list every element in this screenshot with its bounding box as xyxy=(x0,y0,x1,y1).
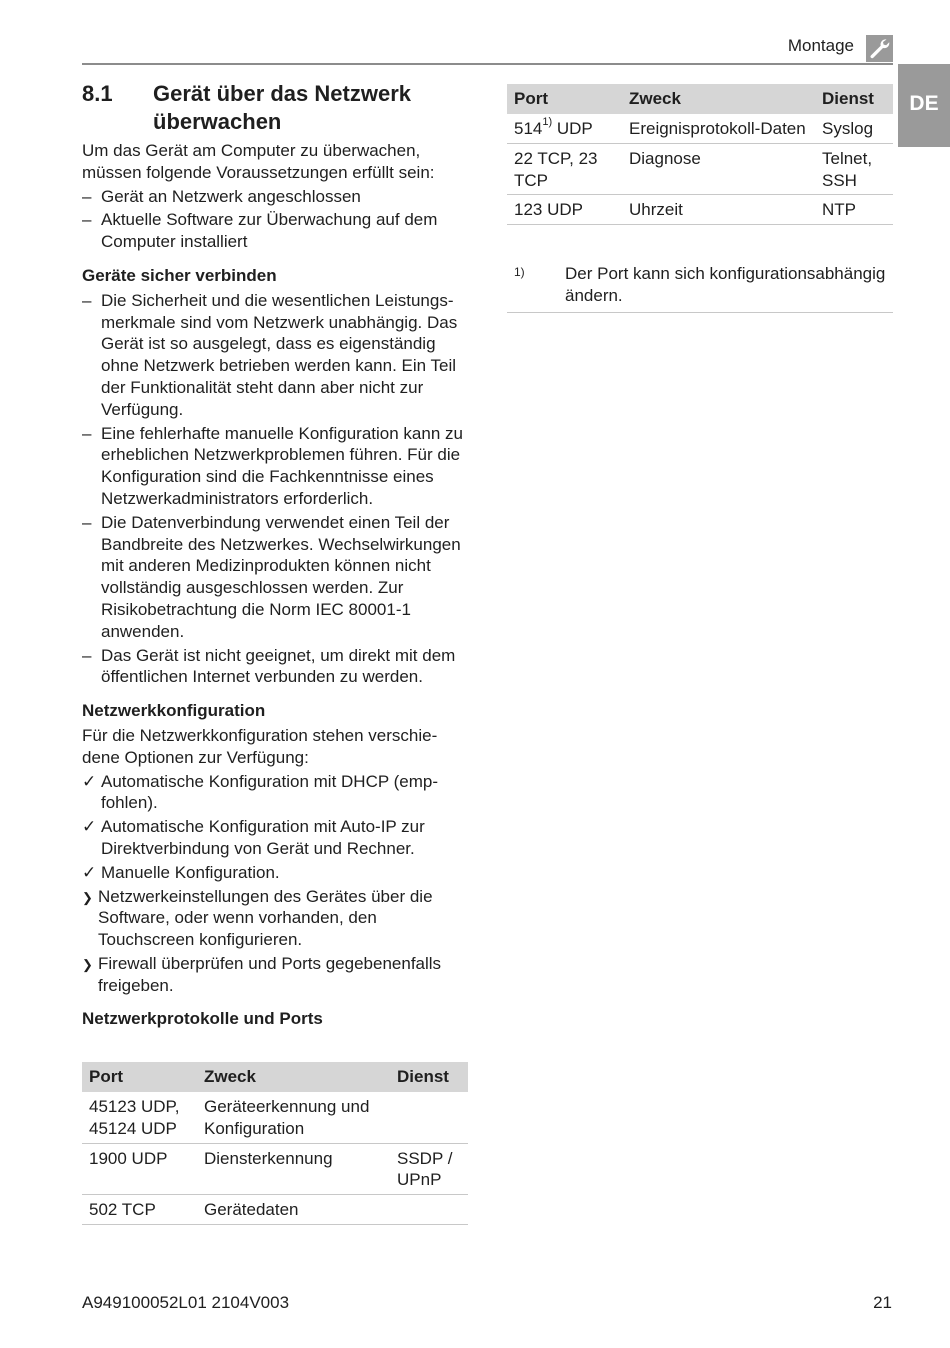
table-cell: 45123 UDP, 45124 UDP xyxy=(82,1092,197,1143)
secure-heading: Geräte sicher verbinden xyxy=(82,265,277,285)
dash-bullet: – xyxy=(82,290,92,310)
prerequisites-list xyxy=(82,186,468,253)
dash-bullet: – xyxy=(82,645,92,665)
section-number: 8.1 xyxy=(82,81,113,106)
secure-list xyxy=(82,290,468,688)
table-header-row xyxy=(507,84,893,114)
footnote-ref: 1) xyxy=(542,116,553,129)
table-cell: 123 UDP xyxy=(507,195,622,225)
netconfig-intro: Für die Netzwerkkonfiguration stehen verschiedene Optionen zur Verfügung: xyxy=(82,725,438,767)
intro-text: Um das Gerät am Computer zu überwachen, müssen folgende Voraussetzungen erfüllt sein: xyxy=(82,141,435,182)
protocols-table-left xyxy=(82,1062,468,1225)
netconfig-steps xyxy=(82,886,468,997)
table-footnote xyxy=(507,263,893,313)
table-cell: Geräteerkennung und Konfiguration xyxy=(197,1092,390,1143)
dash-bullet: – xyxy=(82,186,92,206)
list-item: – Gerät an Netzwerk angeschlossen xyxy=(82,186,361,206)
list-item: ❯ Firewall überprüfen und Ports gegebenenfalls freigeben. xyxy=(82,953,442,995)
table-cell xyxy=(390,1092,468,1143)
dash-bullet: – xyxy=(82,512,92,532)
column-header: Dienst xyxy=(390,1062,468,1092)
checkmark-icon: ✓ xyxy=(82,817,97,837)
footnote-text: Der Port kann sich konfigurationsabhängig ändern. xyxy=(565,264,886,305)
column-header: Dienst xyxy=(815,84,893,114)
column-header: Zweck xyxy=(197,1062,390,1092)
table-cell: Diagnose xyxy=(622,143,815,195)
table-row xyxy=(82,1195,468,1225)
table-cell: Uhrzeit xyxy=(622,195,815,225)
list-item: – Eine fehlerhafte manuelle Konfiguration kann zu erheblichen Netzwerkproblemen führen. Für die Konfiguration sind die Fachkenntnisse eines Netzwerkadministrators erforderlich. xyxy=(82,423,463,508)
column-header: Zweck xyxy=(622,84,815,114)
table-row xyxy=(507,143,893,195)
footnote-mark: 1) xyxy=(514,265,525,279)
table-cell: 1900 UDP xyxy=(82,1143,197,1195)
left-column xyxy=(82,80,468,1033)
column-header: Port xyxy=(82,1062,197,1092)
checkmark-icon: ✓ xyxy=(82,862,97,882)
checkmark-icon: ✓ xyxy=(82,771,97,791)
table-row xyxy=(82,1092,468,1143)
document-number: A949100052L01 2104V003 xyxy=(82,1293,290,1312)
table-row xyxy=(82,1143,468,1195)
section-heading xyxy=(82,80,468,136)
section-title: Gerät über das Netzwerk überwachen xyxy=(153,81,411,134)
dash-bullet: – xyxy=(82,423,92,443)
list-item: – Die Sicherheit und die wesentlichen Leistungsmerkmale sind vom Netzwerk unabhängig. Das Gerät ist so ausgelegt, dass es eigenständig ohne Netzwerk betrieben werden kann. Ein Teil der Funktionalität steht dann aber nicht zur Verfügung. xyxy=(82,290,458,419)
dash-bullet: – xyxy=(82,210,92,230)
list-item: – Die Datenverbindung verwendet einen Teil der Bandbreite des Netzwerkes. Wechselwirkungen mit anderen Medizinprodukten können nicht vollständig ausgeschlossen werden. Zur Risikobetrachtung die Norm IEC 80001-1 anwenden. xyxy=(82,512,461,641)
list-item: – Das Gerät ist nicht geeignet, um direkt mit dem öffentlichen Internet verbunden zu werden. xyxy=(82,645,456,687)
page-number: 21 xyxy=(873,1293,892,1312)
table-header-row xyxy=(82,1062,468,1092)
chevron-right-icon: ❯ xyxy=(82,956,93,972)
table-cell: Ereignisprotokoll-Daten xyxy=(622,114,815,143)
table-row xyxy=(507,195,893,225)
running-header: Montage xyxy=(787,36,854,55)
netconfig-options xyxy=(82,771,468,884)
table-cell: Gerätedaten xyxy=(197,1195,390,1225)
column-header: Port xyxy=(507,84,622,114)
protocols-heading: Netzwerkprotokolle und Ports xyxy=(82,1009,323,1029)
table-cell xyxy=(390,1195,468,1225)
list-item: ✓ Automatische Konfiguration mit DHCP (empfohlen). xyxy=(82,771,438,813)
table-cell: SSDP / UPnP xyxy=(390,1143,468,1195)
table-cell: 22 TCP, 23 TCP xyxy=(507,143,622,195)
table-cell: Diensterkennung xyxy=(197,1143,390,1195)
table-cell: 502 TCP xyxy=(82,1195,197,1225)
list-item: – Aktuelle Software zur Überwachung auf dem Computer installiert xyxy=(82,210,438,252)
table-cell: NTP xyxy=(815,195,893,225)
header-rule xyxy=(82,63,893,65)
list-item: ✓ Automatische Konfiguration mit Auto-IP zur Direktverbindung von Gerät und Rechner. xyxy=(82,817,425,858)
chevron-right-icon: ❯ xyxy=(82,889,93,905)
language-tab: DE xyxy=(898,64,950,147)
netconfig-heading: Netzwerkkonfiguration xyxy=(82,701,266,721)
table-cell: Telnet, SSH xyxy=(815,143,893,195)
table-cell: Syslog xyxy=(815,114,893,143)
list-item: ❯ Netzwerkeinstellungen des Gerätes über die Software, oder wenn vorhanden, den Touchscreen konfigurieren. xyxy=(82,886,433,950)
list-item: ✓ Manuelle Konfiguration. xyxy=(82,862,280,882)
table-row xyxy=(507,114,893,143)
wrench-icon xyxy=(866,35,893,62)
table-cell: 514$^{1)}$ UDP xyxy=(507,114,622,143)
protocols-table-right xyxy=(507,84,893,225)
